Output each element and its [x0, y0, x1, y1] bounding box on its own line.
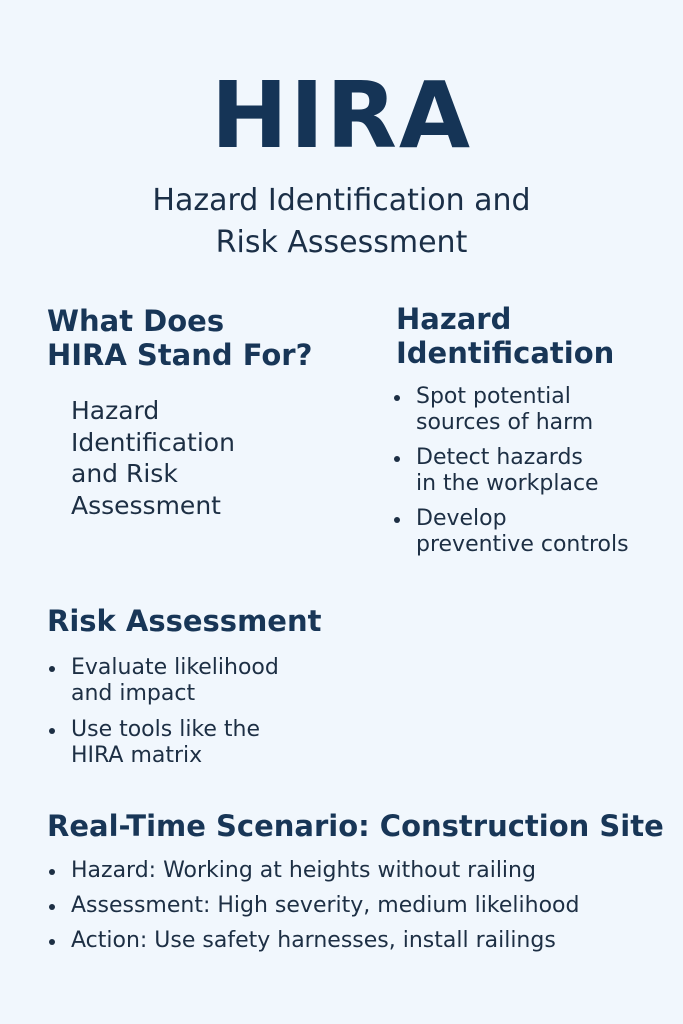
hazard-identification-heading: [396, 302, 614, 370]
bullet-text: Detect hazards: [416, 445, 583, 470]
heading-line: Hazard: [396, 302, 512, 336]
bullet-text: Spot potential: [416, 384, 571, 409]
list-item: [47, 717, 279, 769]
list-item: [47, 858, 579, 884]
definition-line: Hazard: [71, 396, 160, 425]
bullet-text: Use tools like the: [71, 717, 261, 742]
bullet-text: Assessment: High severity, medium likelihood: [71, 893, 580, 918]
bullet-text: HIRA matrix: [71, 743, 203, 768]
heading-line: What Does: [47, 304, 225, 338]
bullet-text: and impact: [71, 681, 196, 706]
hira-definition: [71, 395, 235, 521]
risk-assessment-list: [47, 655, 279, 779]
list-item: [392, 384, 629, 436]
heading-line: HIRA Stand For?: [47, 338, 313, 372]
scenario-heading: Real-Time Scenario: Construction Site: [47, 809, 664, 843]
list-item: [392, 445, 629, 497]
bullet-text: in the workplace: [416, 471, 599, 496]
what-does-heading: [47, 304, 312, 372]
definition-line: and Risk: [71, 459, 178, 488]
risk-assessment-heading: Risk Assessment: [47, 604, 322, 638]
bullet-text: preventive controls: [416, 532, 629, 557]
list-item: [47, 928, 579, 954]
bullet-text: sources of harm: [416, 410, 594, 435]
bullet-text: Evaluate likelihood: [71, 655, 279, 680]
bullet-text: Action: Use safety harnesses, install railings: [71, 928, 556, 953]
list-item: [47, 893, 579, 919]
definition-line: Assessment: [71, 490, 221, 520]
scenario-list: [47, 858, 579, 963]
hazard-identification-list: [392, 384, 629, 567]
page-subtitle: [0, 180, 683, 264]
subtitle-line: Risk Assessment: [215, 225, 468, 260]
list-item: [392, 506, 629, 558]
heading-line: Identification: [396, 336, 615, 370]
list-item: [47, 655, 279, 707]
subtitle-line: Hazard Identification and: [152, 183, 531, 218]
definition-line: Identification: [71, 427, 235, 457]
page-title: HIRA: [210, 62, 473, 169]
bullet-text: Develop: [416, 506, 507, 531]
bullet-text: Hazard: Working at heights without railing: [71, 858, 536, 883]
